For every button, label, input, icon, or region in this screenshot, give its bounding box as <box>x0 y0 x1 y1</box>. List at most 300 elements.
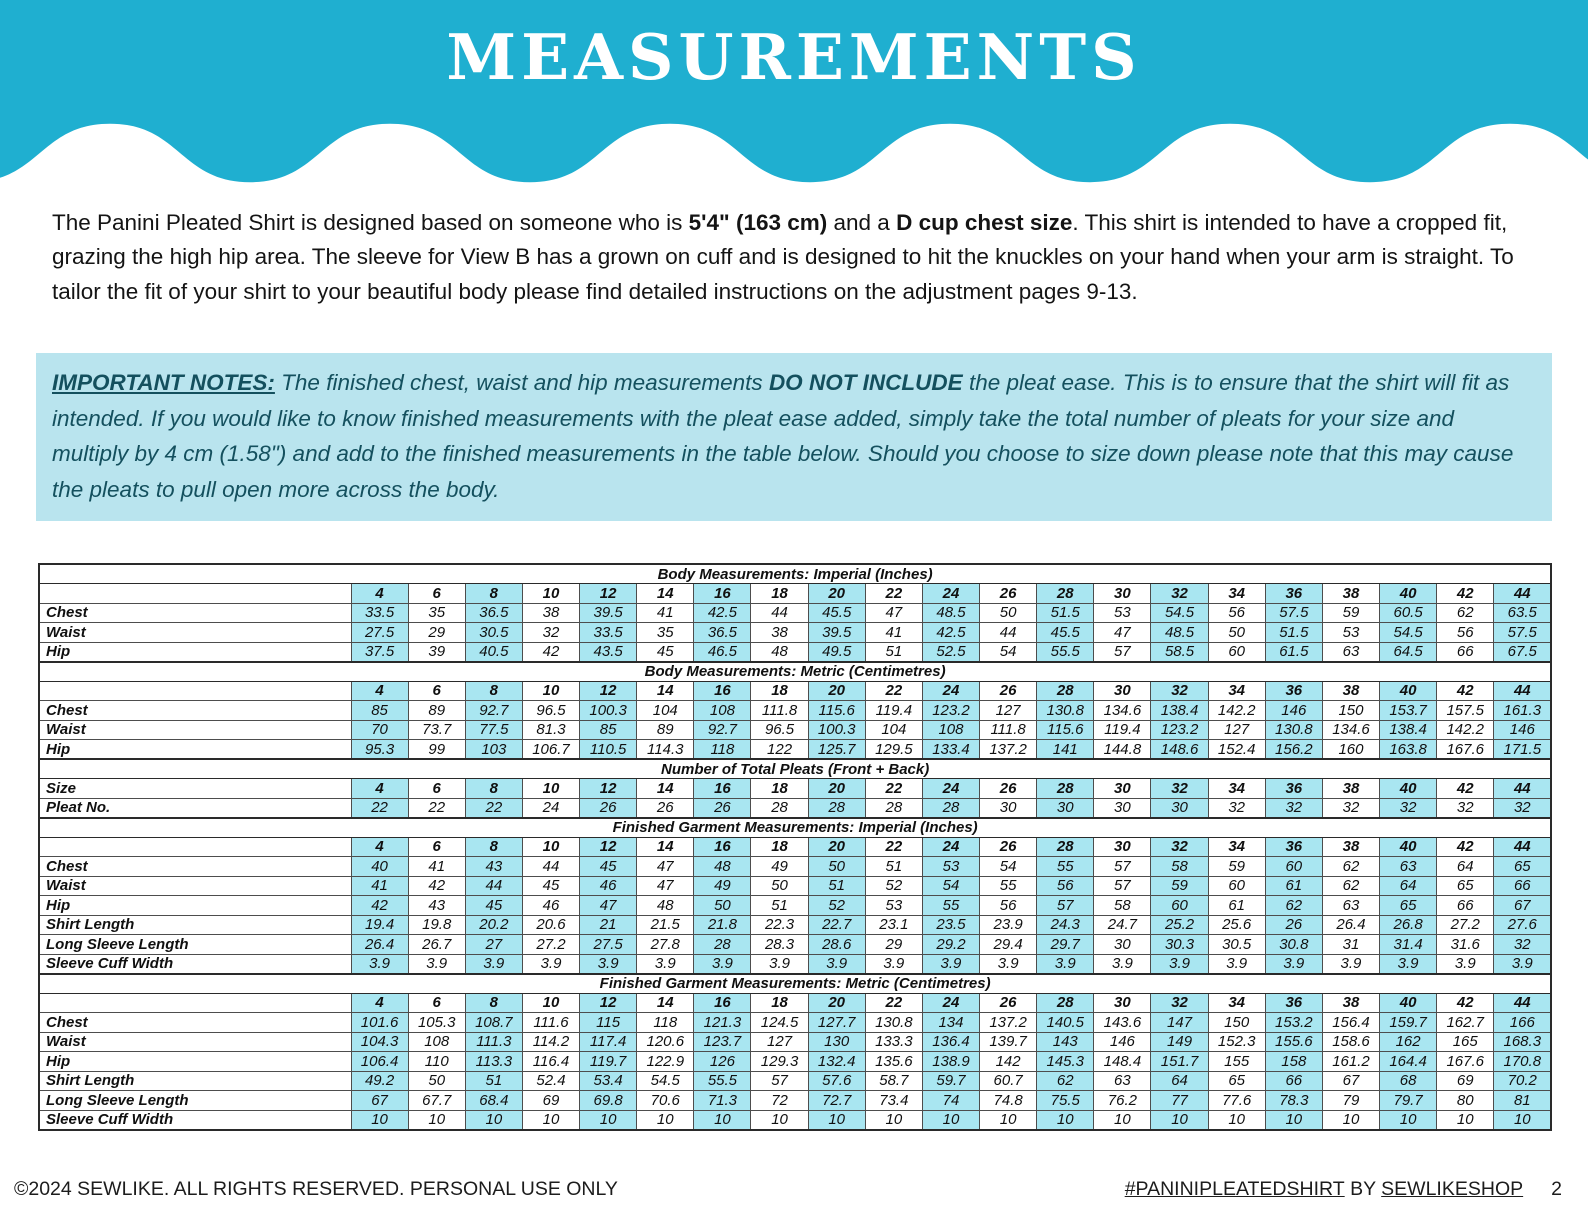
value-cell: 51.5 <box>1037 603 1094 623</box>
value-cell: 3.9 <box>1380 954 1437 974</box>
size-cell: 32 <box>1151 681 1208 701</box>
value-cell: 54.5 <box>1151 603 1208 623</box>
value-cell: 47 <box>580 896 637 916</box>
value-cell: 51 <box>751 896 808 916</box>
value-cell: 27 <box>465 935 522 955</box>
value-cell: 85 <box>351 701 408 721</box>
shop-link[interactable]: SEWLIKESHOP <box>1381 1178 1524 1200</box>
size-cell: 18 <box>751 837 808 857</box>
section-title: Body Measurements: Metric (Centimetres) <box>39 662 1551 682</box>
value-cell: 10 <box>408 1110 465 1130</box>
size-cell: 6 <box>408 584 465 604</box>
value-cell: 57 <box>751 1071 808 1091</box>
row-label: Waist <box>39 623 351 643</box>
value-cell: 63.5 <box>1494 603 1551 623</box>
value-cell: 104 <box>865 720 922 740</box>
value-cell: 145.3 <box>1037 1052 1094 1072</box>
value-cell: 57 <box>1094 642 1151 662</box>
value-cell: 53 <box>1094 603 1151 623</box>
value-cell: 25.2 <box>1151 915 1208 935</box>
size-row-label <box>39 993 351 1013</box>
table-row <box>39 1110 1551 1130</box>
value-cell: 43 <box>465 857 522 877</box>
value-cell: 138.4 <box>1151 701 1208 721</box>
value-cell: 22 <box>408 798 465 818</box>
value-cell: 115.6 <box>808 701 865 721</box>
value-cell: 53.4 <box>580 1071 637 1091</box>
value-cell: 150 <box>1208 1013 1265 1033</box>
value-cell: 118 <box>637 1013 694 1033</box>
value-cell: 53 <box>922 857 979 877</box>
value-cell: 106.7 <box>522 740 579 760</box>
table-row <box>39 915 1551 935</box>
value-cell: 115.6 <box>1037 720 1094 740</box>
value-cell: 70.6 <box>637 1091 694 1111</box>
value-cell: 32 <box>1494 935 1551 955</box>
value-cell: 134.6 <box>1094 701 1151 721</box>
value-cell: 29.7 <box>1037 935 1094 955</box>
value-cell: 81 <box>1494 1091 1551 1111</box>
important-notes-box <box>36 353 1552 521</box>
copyright-text: ©2024 SEWLIKE. ALL RIGHTS RESERVED. PERSONAL USE ONLY <box>14 1178 618 1200</box>
size-cell: 42 <box>1437 681 1494 701</box>
size-cell: 8 <box>465 837 522 857</box>
value-cell: 37.5 <box>351 642 408 662</box>
value-cell: 119.7 <box>580 1052 637 1072</box>
value-cell: 141 <box>1037 740 1094 760</box>
notes-text-segment: the pleat ease. This is to ensure that the shirt will fit as intended. If you would like to know finished measurements with the pleat ease added, simply take the total number of pleats for your size and multiply by 4 cm (1.58") and add to the finished measurements in the table below. Should you choose to size down please note that this may cause the pleats to pull open more across the body. <box>52 370 1514 502</box>
value-cell: 29 <box>865 935 922 955</box>
value-cell: 45 <box>522 876 579 896</box>
value-cell: 19.4 <box>351 915 408 935</box>
value-cell: 63 <box>1322 642 1379 662</box>
value-cell: 50 <box>808 857 865 877</box>
value-cell: 171.5 <box>1494 740 1551 760</box>
value-cell: 28 <box>808 798 865 818</box>
size-cell: 26 <box>980 993 1037 1013</box>
section-title-row <box>39 759 1551 779</box>
value-cell: 36.5 <box>694 623 751 643</box>
value-cell: 55 <box>980 876 1037 896</box>
notes-text-segment: The finished chest, waist and hip measurements <box>274 370 769 396</box>
value-cell: 50 <box>408 1071 465 1091</box>
value-cell: 50 <box>694 896 751 916</box>
value-cell: 50 <box>1208 623 1265 643</box>
value-cell: 118 <box>694 740 751 760</box>
size-cell: 12 <box>580 779 637 799</box>
value-cell: 55.5 <box>1037 642 1094 662</box>
size-cell: 16 <box>694 584 751 604</box>
value-cell: 138.9 <box>922 1052 979 1072</box>
row-label: Waist <box>39 876 351 896</box>
value-cell: 54 <box>980 857 1037 877</box>
value-cell: 10 <box>922 1110 979 1130</box>
table-row <box>39 896 1551 916</box>
value-cell: 143.6 <box>1094 1013 1151 1033</box>
value-cell: 19.8 <box>408 915 465 935</box>
value-cell: 3.9 <box>1494 954 1551 974</box>
value-cell: 67.5 <box>1494 642 1551 662</box>
value-cell: 104.3 <box>351 1032 408 1052</box>
size-row-label <box>39 681 351 701</box>
size-cell: 10 <box>522 584 579 604</box>
value-cell: 116.4 <box>522 1052 579 1072</box>
value-cell: 30.3 <box>1151 935 1208 955</box>
value-cell: 44 <box>751 603 808 623</box>
section-title: Number of Total Pleats (Front + Back) <box>39 759 1551 779</box>
value-cell: 30 <box>1094 935 1151 955</box>
value-cell: 22 <box>351 798 408 818</box>
value-cell: 32 <box>1494 798 1551 818</box>
value-cell: 67.7 <box>408 1091 465 1111</box>
intro-text-segment: D cup chest size <box>896 210 1073 235</box>
size-cell: 30 <box>1094 584 1151 604</box>
value-cell: 3.9 <box>1322 954 1379 974</box>
value-cell: 31.4 <box>1380 935 1437 955</box>
row-label: Chest <box>39 1013 351 1033</box>
value-cell: 42 <box>522 642 579 662</box>
value-cell: 26.8 <box>1380 915 1437 935</box>
value-cell: 64.5 <box>1380 642 1437 662</box>
value-cell: 166 <box>1494 1013 1551 1033</box>
value-cell: 56 <box>1208 603 1265 623</box>
value-cell: 155 <box>1208 1052 1265 1072</box>
section-title-row <box>39 974 1551 994</box>
table-row <box>39 603 1551 623</box>
size-cell: 30 <box>1094 681 1151 701</box>
value-cell: 62 <box>1037 1071 1094 1091</box>
size-cell: 18 <box>751 779 808 799</box>
size-cell: 16 <box>694 993 751 1013</box>
footer-by-text: BY <box>1344 1178 1382 1200</box>
value-cell: 158 <box>1265 1052 1322 1072</box>
value-cell: 162 <box>1380 1032 1437 1052</box>
value-cell: 142.2 <box>1208 701 1265 721</box>
value-cell: 58.5 <box>1151 642 1208 662</box>
size-cell: 42 <box>1437 837 1494 857</box>
value-cell: 103 <box>465 740 522 760</box>
value-cell: 70.2 <box>1494 1071 1551 1091</box>
size-cell: 10 <box>522 681 579 701</box>
value-cell: 134.6 <box>1322 720 1379 740</box>
size-cell: 22 <box>865 681 922 701</box>
size-row-label: Size <box>39 779 351 799</box>
value-cell: 111.8 <box>980 720 1037 740</box>
size-cell: 30 <box>1094 837 1151 857</box>
value-cell: 21.5 <box>637 915 694 935</box>
value-cell: 66 <box>1494 876 1551 896</box>
value-cell: 48 <box>637 896 694 916</box>
value-cell: 26 <box>694 798 751 818</box>
value-cell: 111.6 <box>522 1013 579 1033</box>
size-cell: 36 <box>1265 837 1322 857</box>
intro-paragraph <box>52 206 1538 309</box>
row-label: Long Sleeve Length <box>39 935 351 955</box>
value-cell: 123.2 <box>922 701 979 721</box>
value-cell: 99 <box>408 740 465 760</box>
value-cell: 85 <box>580 720 637 740</box>
value-cell: 28.6 <box>808 935 865 955</box>
value-cell: 152.3 <box>1208 1032 1265 1052</box>
size-cell: 6 <box>408 779 465 799</box>
value-cell: 55.5 <box>694 1071 751 1091</box>
size-cell: 6 <box>408 837 465 857</box>
value-cell: 65 <box>1437 876 1494 896</box>
value-cell: 42.5 <box>694 603 751 623</box>
value-cell: 41 <box>865 623 922 643</box>
value-cell: 70 <box>351 720 408 740</box>
size-cell: 44 <box>1494 681 1551 701</box>
value-cell: 81.3 <box>522 720 579 740</box>
value-cell: 10 <box>1094 1110 1151 1130</box>
value-cell: 61 <box>1208 896 1265 916</box>
value-cell: 59 <box>1322 603 1379 623</box>
table-container <box>38 563 1550 1131</box>
size-cell: 28 <box>1037 837 1094 857</box>
value-cell: 51 <box>465 1071 522 1091</box>
value-cell: 161.2 <box>1322 1052 1379 1072</box>
value-cell: 122.9 <box>637 1052 694 1072</box>
value-cell: 60.5 <box>1380 603 1437 623</box>
page-number: 2 <box>1551 1178 1562 1200</box>
value-cell: 75.5 <box>1037 1091 1094 1111</box>
value-cell: 10 <box>580 1110 637 1130</box>
value-cell: 41 <box>408 857 465 877</box>
row-label: Pleat No. <box>39 798 351 818</box>
value-cell: 130.8 <box>1037 701 1094 721</box>
value-cell: 28 <box>922 798 979 818</box>
value-cell: 36.5 <box>465 603 522 623</box>
value-cell: 65 <box>1494 857 1551 877</box>
value-cell: 51.5 <box>1265 623 1322 643</box>
value-cell: 89 <box>637 720 694 740</box>
value-cell: 26 <box>580 798 637 818</box>
value-cell: 42 <box>408 876 465 896</box>
value-cell: 135.6 <box>865 1052 922 1072</box>
value-cell: 110 <box>408 1052 465 1072</box>
value-cell: 68.4 <box>465 1091 522 1111</box>
table-row <box>39 642 1551 662</box>
size-cell: 44 <box>1494 584 1551 604</box>
value-cell: 22 <box>465 798 522 818</box>
section-title-row <box>39 564 1551 584</box>
value-cell: 114.3 <box>637 740 694 760</box>
value-cell: 72.7 <box>808 1091 865 1111</box>
value-cell: 47 <box>637 876 694 896</box>
value-cell: 56 <box>1437 623 1494 643</box>
size-cell: 22 <box>865 837 922 857</box>
value-cell: 95.3 <box>351 740 408 760</box>
value-cell: 108.7 <box>465 1013 522 1033</box>
value-cell: 45 <box>580 857 637 877</box>
value-cell: 60 <box>1208 642 1265 662</box>
size-cell: 24 <box>922 681 979 701</box>
value-cell: 129.5 <box>865 740 922 760</box>
value-cell: 127.7 <box>808 1013 865 1033</box>
table-body <box>39 564 1551 1130</box>
value-cell: 113.3 <box>465 1052 522 1072</box>
value-cell: 96.5 <box>751 720 808 740</box>
row-label: Hip <box>39 740 351 760</box>
size-cell: 34 <box>1208 584 1265 604</box>
value-cell: 35 <box>637 623 694 643</box>
value-cell: 59.7 <box>922 1071 979 1091</box>
row-label: Hip <box>39 642 351 662</box>
value-cell: 132.4 <box>808 1052 865 1072</box>
size-cell: 20 <box>808 681 865 701</box>
value-cell: 96.5 <box>522 701 579 721</box>
value-cell: 67 <box>351 1091 408 1111</box>
value-cell: 30.5 <box>1208 935 1265 955</box>
value-cell: 167.6 <box>1437 1052 1494 1072</box>
value-cell: 44 <box>522 857 579 877</box>
value-cell: 47 <box>637 857 694 877</box>
value-cell: 77.5 <box>465 720 522 740</box>
size-cell: 20 <box>808 779 865 799</box>
value-cell: 79 <box>1322 1091 1379 1111</box>
value-cell: 73.4 <box>865 1091 922 1111</box>
value-cell: 58 <box>1151 857 1208 877</box>
size-cell: 38 <box>1322 584 1379 604</box>
value-cell: 54.5 <box>637 1071 694 1091</box>
value-cell: 10 <box>637 1110 694 1130</box>
value-cell: 3.9 <box>465 954 522 974</box>
size-cell: 14 <box>637 837 694 857</box>
value-cell: 59 <box>1208 857 1265 877</box>
value-cell: 61 <box>1265 876 1322 896</box>
value-cell: 51 <box>808 876 865 896</box>
size-cell: 40 <box>1380 779 1437 799</box>
value-cell: 58.7 <box>865 1071 922 1091</box>
value-cell: 57 <box>1094 857 1151 877</box>
value-cell: 47 <box>865 603 922 623</box>
value-cell: 45.5 <box>1037 623 1094 643</box>
size-cell: 6 <box>408 993 465 1013</box>
section-title-row <box>39 662 1551 682</box>
value-cell: 64 <box>1380 876 1437 896</box>
size-cell: 34 <box>1208 993 1265 1013</box>
value-cell: 71.3 <box>694 1091 751 1111</box>
size-cell: 44 <box>1494 993 1551 1013</box>
size-cell: 34 <box>1208 681 1265 701</box>
value-cell: 10 <box>865 1110 922 1130</box>
value-cell: 78.3 <box>1265 1091 1322 1111</box>
size-cell: 16 <box>694 837 751 857</box>
value-cell: 89 <box>408 701 465 721</box>
intro-text-segment: . This shirt is intended to have a cropped fit, grazing the high hip area. The sleeve for View B has a grown on cuff and is designed to hit the knuckles on your hand when your arm is straight. To tailor the fit of your shirt to your beautiful body please find detailed instructions on the adjustment pages 9-13. <box>52 210 1514 304</box>
value-cell: 77.6 <box>1208 1091 1265 1111</box>
size-cell: 30 <box>1094 993 1151 1013</box>
value-cell: 130.8 <box>1265 720 1322 740</box>
value-cell: 45 <box>637 642 694 662</box>
size-cell: 12 <box>580 993 637 1013</box>
value-cell: 27.8 <box>637 935 694 955</box>
hashtag-link[interactable]: #PANINIPLEATEDSHIRT <box>1124 1178 1345 1200</box>
value-cell: 3.9 <box>637 954 694 974</box>
value-cell: 60 <box>1151 896 1208 916</box>
row-label: Chest <box>39 603 351 623</box>
table-row <box>39 623 1551 643</box>
value-cell: 26 <box>1265 915 1322 935</box>
value-cell: 10 <box>522 1110 579 1130</box>
footer-right <box>1125 1178 1562 1201</box>
size-cell: 28 <box>1037 681 1094 701</box>
size-header-row <box>39 779 1551 799</box>
size-header-row <box>39 837 1551 857</box>
value-cell: 20.2 <box>465 915 522 935</box>
table-row <box>39 798 1551 818</box>
value-cell: 63 <box>1322 896 1379 916</box>
size-cell: 38 <box>1322 681 1379 701</box>
table-row <box>39 1071 1551 1091</box>
value-cell: 21 <box>580 915 637 935</box>
value-cell: 24.7 <box>1094 915 1151 935</box>
size-cell: 24 <box>922 584 979 604</box>
value-cell: 127 <box>980 701 1037 721</box>
value-cell: 54 <box>922 876 979 896</box>
value-cell: 156.2 <box>1265 740 1322 760</box>
value-cell: 73.7 <box>408 720 465 740</box>
value-cell: 142.2 <box>1437 720 1494 740</box>
value-cell: 67 <box>1322 1071 1379 1091</box>
value-cell: 54 <box>980 642 1037 662</box>
value-cell: 3.9 <box>1151 954 1208 974</box>
value-cell: 133.4 <box>922 740 979 760</box>
value-cell: 146 <box>1265 701 1322 721</box>
size-cell: 40 <box>1380 993 1437 1013</box>
table-row <box>39 935 1551 955</box>
value-cell: 10 <box>1494 1110 1551 1130</box>
value-cell: 46 <box>522 896 579 916</box>
value-cell: 46.5 <box>694 642 751 662</box>
value-cell: 10 <box>1037 1110 1094 1130</box>
value-cell: 57.5 <box>1494 623 1551 643</box>
value-cell: 138.4 <box>1380 720 1437 740</box>
value-cell: 44 <box>465 876 522 896</box>
value-cell: 163.8 <box>1380 740 1437 760</box>
value-cell: 159.7 <box>1380 1013 1437 1033</box>
value-cell: 108 <box>922 720 979 740</box>
value-cell: 157.5 <box>1437 701 1494 721</box>
size-cell: 20 <box>808 584 865 604</box>
size-cell: 40 <box>1380 837 1437 857</box>
value-cell: 52.5 <box>922 642 979 662</box>
size-cell: 12 <box>580 681 637 701</box>
size-cell: 16 <box>694 681 751 701</box>
value-cell: 62 <box>1265 896 1322 916</box>
size-cell: 26 <box>980 779 1037 799</box>
table-row <box>39 1032 1551 1052</box>
value-cell: 48 <box>751 642 808 662</box>
value-cell: 50 <box>751 876 808 896</box>
value-cell: 3.9 <box>751 954 808 974</box>
value-cell: 26.4 <box>1322 915 1379 935</box>
size-cell: 28 <box>1037 993 1094 1013</box>
value-cell: 49 <box>751 857 808 877</box>
value-cell: 62 <box>1322 876 1379 896</box>
value-cell: 62 <box>1322 857 1379 877</box>
intro-text-segment: The Panini Pleated Shirt is designed based on someone who is <box>52 210 689 235</box>
value-cell: 68 <box>1380 1071 1437 1091</box>
size-cell: 14 <box>637 779 694 799</box>
value-cell: 23.9 <box>980 915 1037 935</box>
value-cell: 10 <box>1151 1110 1208 1130</box>
size-cell: 36 <box>1265 993 1322 1013</box>
value-cell: 146 <box>1094 1032 1151 1052</box>
value-cell: 10 <box>351 1110 408 1130</box>
size-cell: 6 <box>408 681 465 701</box>
value-cell: 124.5 <box>751 1013 808 1033</box>
